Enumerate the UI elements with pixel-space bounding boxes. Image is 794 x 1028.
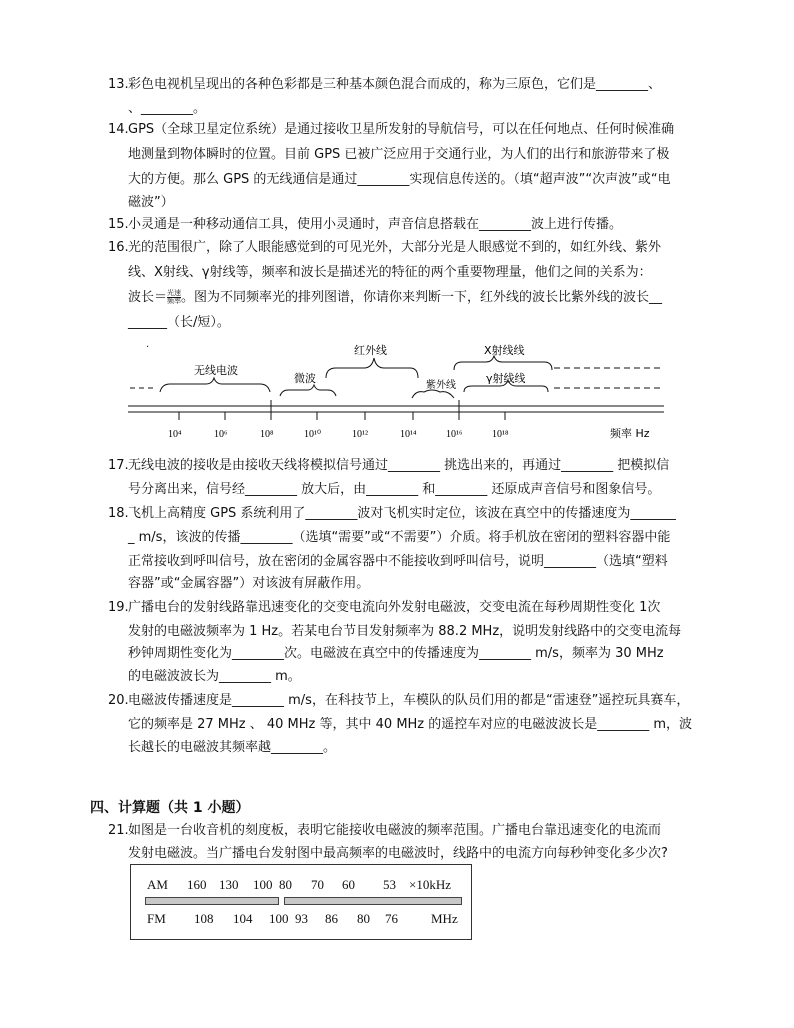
question-text: 大的方便。那么 GPS 的无线通信是通过________实现信息传送的。（填“超声波”“次声波”或“电 [128,172,671,187]
question-number: 14. [108,122,129,137]
tick-label: 10¹⁶ [446,429,463,440]
question-text: 无线电波的接收是由接收天线将模拟信号通过________ 挑选出来的，再通过________ 把模拟信 [128,458,670,473]
question-text: 秒钟周期性变化为________次。电磁波在真空中的传播速度为________ m/s，频率为 30 MHz [128,646,664,661]
tick-label: 10¹⁸ [492,429,509,440]
question-number: 13. [108,77,129,92]
fm-value: 76 [385,911,398,926]
question-number: 17. [108,458,129,473]
band-label: 无线电波 [194,364,238,377]
question-text: 地测量到物体瞬时的位置。目前 GPS 已被广泛应用于交通行业，为人们的出行和旅游带来了极 [128,147,670,162]
question-text: 小灵通是一种移动通信工具，使用小灵通时，声音信息搭载在________波上进行传播。 [128,217,623,232]
dot-mark: · [146,342,150,353]
am-value: 160 [187,877,207,892]
fm-value: 108 [194,911,214,926]
formula-rest: 。图为不同频率光的排列图谱，你请你来判断一下，红外线的波长比紫外线的波长__ [181,290,663,305]
radio-dial [130,864,472,940]
question-text: _ m/s，该波的传播________（选填“需要”或“不需要”）介质。将手机放在密闭的塑料容器中能 [128,530,671,545]
formula-lhs: 波长＝ [128,290,168,305]
band-brace-radio [160,378,270,392]
fm-label: FM [147,911,166,926]
question-text: 电磁波传播速度是________ m/s，在科技节上，车模队的队员们用的都是“雷速登”遥控玩具赛车， [128,693,690,708]
section-title: 四、计算题（共 1 小题） [90,800,250,816]
tick-label: 10¹⁴ [400,429,417,440]
question-text: 如图是一台收音机的刻度板，表明它能接收电磁波的频率范围。广播电台靠迅速变化的电流而 [128,823,662,838]
tick-label: 10⁸ [260,429,274,440]
fm-value: 104 [233,911,253,926]
question-text: 磁波”） [128,195,174,210]
dial-bar-left [145,897,279,905]
question-text-formula [128,287,662,309]
fm-value: 80 [357,911,370,926]
tick-label: 10⁴ [168,429,182,440]
tick-label: 10¹² [352,429,368,440]
question-text: 的电磁波波长为________ m。 [128,669,301,684]
am-value: 100 [253,877,273,892]
question-text: 容器”或“金属容器”）对该波有屏蔽作用。 [128,576,370,591]
question-text: 飞机上高精度 GPS 系统利用了________波对飞机实时定位，该波在真空中的传播速度为_______ [128,506,676,521]
question-number: 20. [108,693,129,708]
axis-label: 频率 Hz [610,427,650,440]
fraction-numerator: 光速 [167,289,182,297]
question-text: ______（长/短）。 [128,315,230,330]
question-text: 、________。 [128,101,207,116]
fm-value: 86 [325,911,338,926]
fraction-denominator: 频率 [167,297,182,305]
question-number: 15. [108,217,129,232]
am-value: 70 [311,877,324,892]
question-text: 发射的电磁波频率为 1 Hz。若某电台节目发射频率为 88.2 MHz，说明发射线路中的交变电流每 [128,624,682,639]
band-label: 微波 [294,372,316,385]
am-value: 53 [383,877,396,892]
fm-unit: MHz [431,911,458,926]
band-label: γ射线线 [486,372,526,385]
question-text: 线、X射线、γ射线等，频率和波长是描述光的特征的两个重要物理量，他们之间的关系为： [128,265,652,280]
question-number: 19. [108,600,129,615]
am-value: 130 [219,877,239,892]
question-text: 发射电磁波。当广播电台发射图中最高频率的电磁波时，线路中的电流方向每秒钟变化多少次? [128,846,668,861]
question-text: GPS（全球卫星定位系统）是通过接收卫星所发射的导航信号，可以在任何地点、任何时候准确 [128,122,675,137]
am-unit: ×10kHz [409,877,451,892]
tick-label: 10¹⁰ [304,429,322,440]
question-text: 光的范围很广，除了人眼能感觉到的可见光外，大部分光是人眼感觉不到的，如红外线、紫外 [128,240,662,255]
band-label: X射线线 [484,344,525,357]
am-value: 60 [342,877,355,892]
band-brace-ultraviolet [412,390,454,398]
band-brace-infrared [326,358,418,378]
question-text: 彩色电视机呈现出的各种色彩都是三种基本颜色混合而成的，称为三原色，它们是________、 [128,77,662,92]
question-text: 号分离出来，信号经________ 放大后，由________ 和________ 还原成声音信号和图象信号。 [128,482,661,497]
dial-bar-right [284,897,462,905]
tick-label: 10⁶ [214,429,228,440]
fm-value: 100 [269,911,289,926]
question-number: 18. [108,506,129,521]
band-brace-microwave [280,385,336,396]
question-text: 正常接收到呼叫信号，放在密闭的金属容器中不能接收到呼叫信号，说明________（选填“塑料 [128,554,668,569]
band-label: 紫外线 [426,380,456,391]
fm-value: 93 [295,911,308,926]
question-text: 长越长的电磁波其频率越________。 [128,740,337,755]
question-number: 16. [108,240,129,255]
question-text: 广播电台的发射线路靠迅速变化的交变电流向外发射电磁波，交变电流在每秒周期性变化 1次 [128,600,661,615]
am-label: AM [147,877,168,892]
spectrum-diagram [128,340,668,445]
question-text: 它的频率是 27 MHz 、 40 MHz 等，其中 40 MHz 的遥控车对应的电磁波波长是________ m，波 [128,717,693,732]
question-number: 21. [108,823,129,838]
fraction [167,290,181,305]
band-label: 红外线 [354,344,387,357]
band-brace-xray [454,356,552,370]
axis-ticks [179,400,505,420]
am-value: 80 [279,877,292,892]
